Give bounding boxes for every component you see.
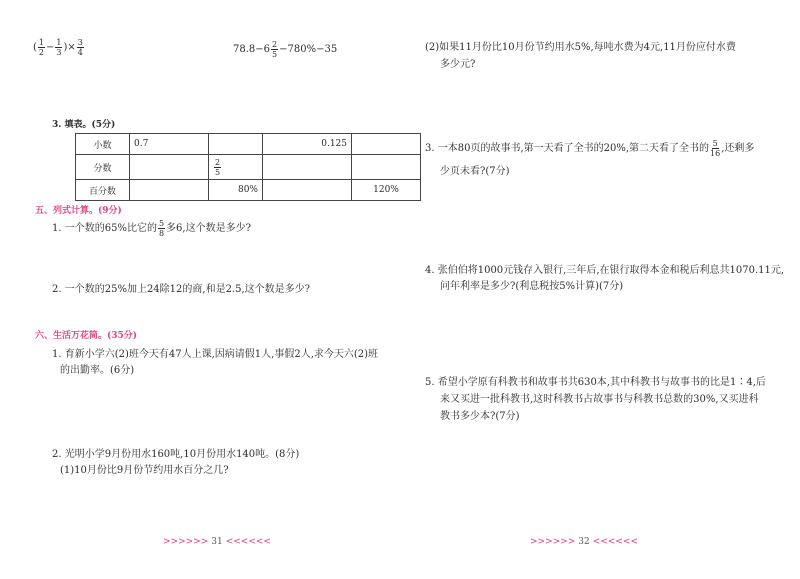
page-number-right bbox=[530, 537, 638, 547]
r-q5-line-1: 5. 希望小学原有科教书和故事书共630本,其中科教书与故事书的比是1∶4,后 bbox=[425, 377, 766, 388]
r-q3-line-1 bbox=[425, 139, 754, 158]
paren-open: ( bbox=[33, 42, 37, 53]
row-header: 小数 bbox=[76, 134, 130, 155]
table-cell bbox=[352, 134, 421, 155]
q-text: 1. 一个数的65%比它的 bbox=[52, 223, 157, 234]
fraction-1-2: $\frac{1}{2}$ bbox=[38, 38, 44, 57]
s6-question-2-line-2: (1)10月份比9月份节约用水百分之几? bbox=[60, 465, 229, 476]
paren-close-times: )× bbox=[63, 42, 76, 53]
minus-sign: − bbox=[46, 42, 55, 53]
s6-question-2-line-1: 2. 光明小学9月份用水160吨,10月份用水140吨。(8分) bbox=[52, 449, 300, 460]
table-cell bbox=[209, 155, 263, 180]
r-q4-line-2: 问年利率是多少?(利息税按5%计算)(7分) bbox=[440, 281, 624, 292]
fraction-1-3: $\frac{1}{3}$ bbox=[56, 38, 62, 57]
q-text: 多6,这个数是多少? bbox=[166, 223, 251, 234]
section-6-title: 六、生活万花筒。(35分) bbox=[35, 331, 138, 341]
table-cell bbox=[263, 155, 352, 180]
pager-arrows: <<<<<< bbox=[592, 537, 638, 547]
fraction-5-16: $\frac{5}{16}$ bbox=[710, 139, 721, 158]
table-cell: 120% bbox=[352, 180, 421, 201]
expr-part: 78.8−6 bbox=[233, 44, 271, 55]
row-header: 分数 bbox=[76, 155, 130, 180]
fraction-5-8: $\frac{5}{8}$ bbox=[158, 219, 165, 238]
s5-question-1 bbox=[52, 219, 251, 238]
r-q4-line-1: 4. 张伯伯将1000元钱存入银行,三年后,在银行取得本金和税后利息共1070.11元, bbox=[425, 265, 785, 276]
r-q2b-line-1: (2)如果11月份比10月份节约用水5%,每吨水费为4元,11月份应付水费 bbox=[425, 42, 736, 53]
page-number-left bbox=[163, 537, 271, 547]
fraction-2-5: $\frac{2}{5}$ bbox=[272, 40, 278, 59]
pager-arrows: >>>>>> bbox=[163, 537, 209, 547]
question-3-title: 3. 填表。(5分) bbox=[52, 120, 116, 130]
r-q5-line-3: 教书多少本?(7分) bbox=[440, 411, 520, 422]
table-cell: 0.125 bbox=[263, 134, 352, 155]
r-q3-line-2: 少页未看?(7分) bbox=[440, 166, 510, 177]
row-header: 百分数 bbox=[76, 180, 130, 201]
s6-question-1-line-1: 1. 育新小学六(2)班今天有47人上课,因病请假1人,事假2人,求今天六(2)班 bbox=[52, 349, 379, 360]
table-row bbox=[76, 155, 421, 180]
r-q5-line-2: 来又买进一批科教书,这时科教书占故事书与科教书总数的30%,又买进科 bbox=[440, 394, 759, 405]
page-number: 31 bbox=[211, 537, 223, 547]
fill-table bbox=[75, 133, 421, 201]
r-q2b-line-2: 多少元? bbox=[440, 59, 476, 70]
top-expression-2 bbox=[233, 40, 337, 59]
pager-arrows: <<<<<< bbox=[225, 537, 271, 547]
table-cell: 0.7 bbox=[130, 134, 209, 155]
s5-question-2: 2. 一个数的25%加上24除12的商,和是2.5,这个数是多少? bbox=[52, 284, 311, 295]
fraction-cell: $\frac{2}{5}$ bbox=[215, 157, 221, 177]
page-number: 32 bbox=[578, 537, 590, 547]
table-cell: 80% bbox=[209, 180, 263, 201]
q-text: 3. 一本80页的故事书,第一天看了全书的20%,第二天看了全书的 bbox=[425, 143, 710, 154]
table-cell bbox=[352, 155, 421, 180]
section-5-title: 五、列式计算。(9分) bbox=[35, 206, 122, 216]
fraction-3-4: $\frac{3}{4}$ bbox=[77, 38, 83, 57]
expr-part: −780%−35 bbox=[279, 44, 338, 55]
top-expression-1 bbox=[33, 38, 85, 57]
table-row bbox=[76, 180, 421, 201]
table-row bbox=[76, 134, 421, 155]
table-cell bbox=[263, 180, 352, 201]
table-cell bbox=[130, 180, 209, 201]
pager-arrows: >>>>>> bbox=[530, 537, 576, 547]
q-text: ,还剩多 bbox=[721, 143, 755, 154]
s6-question-1-line-2: 的出勤率。(6分) bbox=[60, 365, 135, 376]
table-cell bbox=[209, 134, 263, 155]
table-cell bbox=[130, 155, 209, 180]
